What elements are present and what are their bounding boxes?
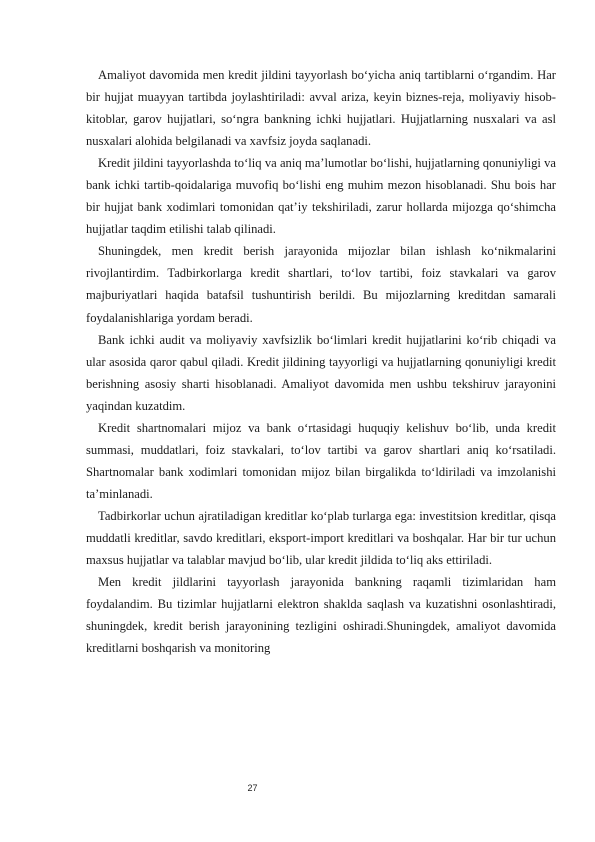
paragraph-1: Amaliyot davomida men kredit jildini tayyorlash bo‘yicha aniq tartiblarni o‘rgandim. Har bir hujjat muayyan tartibda joylashtiriladi: avval ariza, keyin biznes-reja, moliyaviy hisob-kitoblar, garov hujjatlari, so‘ngra bankning ichki hujjatlari. Hujjatlarning nusxalari va asl nusxalari alohida belgilanadi va xavfsiz joyda saqlanadi. [86,68,556,149]
paragraph-6: Tadbirkorlar uchun ajratiladigan kreditlar ko‘plab turlarga ega: investitsion kreditlar, qisqa muddatli kreditlar, savdo kreditlari, eksport-import kreditlari va boshqalar. Har bir tur uchun maxsus hujjatlar va talablar mavjud bo‘lib, ular kredit jildida to‘liq aks ettiriladi. [86,508,556,568]
page-number-container [0,783,595,793]
paragraph-2: Kredit jildini tayyorlashda to‘liq va aniq ma’lumotlar bo‘lishi, hujjatlarning qonuniyligi va bank ichki tartib-qoidalariga muvofiq bo‘lishi eng muhim mezon hisoblanadi. Shu bois har bir hujjat bank xodimlari tomonidan qat’iy tekshiriladi, zarur hollarda mijozga qo‘shimcha hujjatlar taqdim etilishi talab qilinadi. [86,156,556,237]
paragraph-4: Bank ichki audit va moliyaviy xavfsizlik bo‘limlari kredit hujjatlarini ko‘rib chiqadi va ular asosida qaror qabul qiladi. Kredit jildining tayyorligi va hujjatlarning qonuniyligi kredit berishning asosiy sharti hisoblanadi. Amaliyot davomida men ushbu tekshiruv jarayonini yaqindan kuzatdim. [86,332,556,413]
paragraph-3: Shuningdek, men kredit berish jarayonida mijozlar bilan ishlash ko‘nikmalarini rivojlantirdim. Tadbirkorlarga kredit shartlari, to‘lov tartibi, foiz stavkalari va garov majburiyatlari haqida batafsil tushuntirish berildi. Bu mijozlarning kreditdan samarali foydalanishlariga yordam beradi. [86,244,556,325]
body-text [86,64,556,659]
paragraph-7: Men kredit jildlarini tayyorlash jarayonida bankning raqamli tizimlaridan ham foydalandim. Bu tizimlar hujjatlarni elektron shaklda saqlash va kuzatishni osonlashtiradi, shuningdek, kredit berish jarayonining tezligini oshiradi.Shuningdek, amaliyot davomida kreditlarni boshqarish va monitoring [86,575,556,656]
page-number: 27 [247,783,258,793]
paragraph-5: Kredit shartnomalari mijoz va bank o‘rtasidagi huquqiy kelishuv bo‘lib, unda kredit summasi, muddatlari, foiz stavkalari, to‘lov tartibi va garov shartlari aniq ko‘rsatiladi. Shartnomalar bank xodimlari tomonidan mijoz bilan birgalikda to‘ldiriladi va imzolanishi ta’minlanadi. [86,420,556,501]
